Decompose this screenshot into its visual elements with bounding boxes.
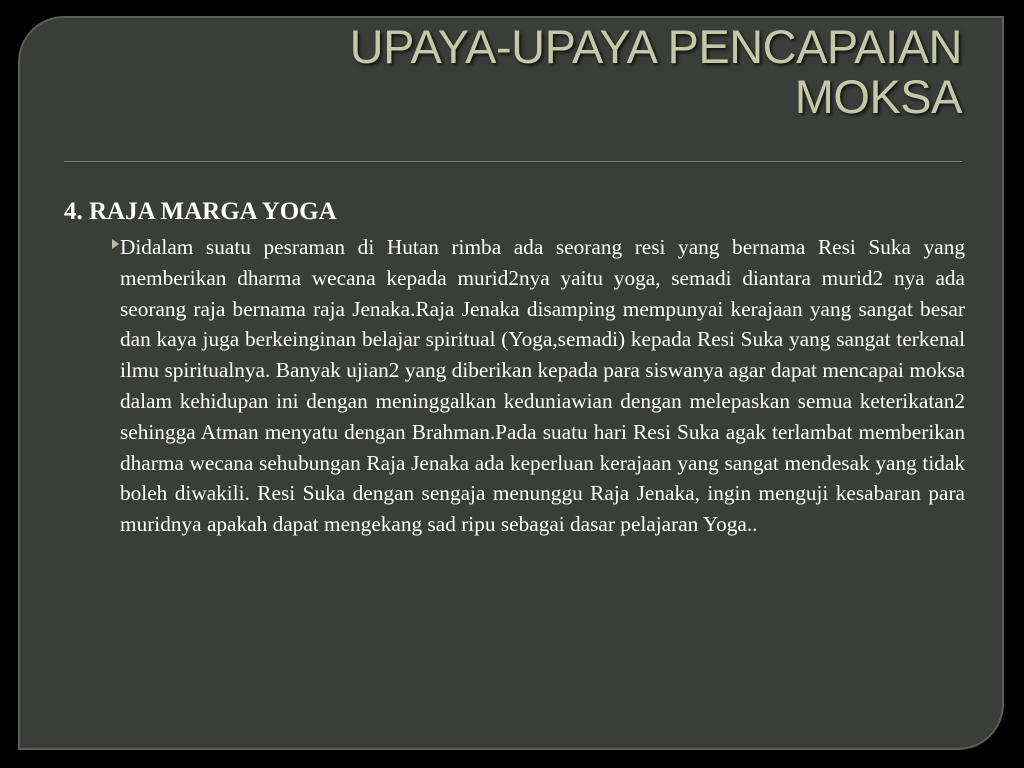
slide-title-line1: UPAYA-UPAYA PENCAPAIAN xyxy=(349,20,962,73)
slide-title xyxy=(142,22,962,122)
title-divider xyxy=(64,161,962,163)
section-heading: 4. RAJA MARGA YOGA xyxy=(64,198,337,225)
slide xyxy=(18,16,1004,750)
arrow-bullet-icon xyxy=(112,239,119,249)
slide-title-line2: MOKSA xyxy=(794,70,962,123)
bullet-item xyxy=(120,232,965,540)
bullet-paragraph: Didalam suatu pesraman di Hutan rimba ada seorang resi yang bernama Resi Suka yang memberikan dharma wecana kepada murid2nya yaitu yoga, semadi diantara murid2 nya ada seorang raja bernama raja Jenaka.Raja Jenaka disamping mempunyai kerajaan yang sangat besar dan kaya juga berkeinginan belajar spiritual (Yoga,semadi) kepada Resi Suka yang sangat terkenal ilmu spiritualnya. Banyak ujian2 yang diberikan kepada para siswanya agar dapat mencapai moksa dalam kehidupan ini dengan meninggalkan keduniawian dengan melepaskan semua keterikatan2 sehingga Atman menyatu dengan Brahman.Pada suatu hari Resi Suka agak terlambat memberikan dharma wecana sehubungan Raja Jenaka ada keperluan kerajaan yang sangat mendesak yang tidak boleh diwakili. Resi Suka dengan sengaja menunggu Raja Jenaka, ingin menguji kesabaran para muridnya apakah dapat mengekang sad ripu sebagai dasar pelajaran Yoga.. xyxy=(120,235,965,537)
slide-content xyxy=(64,196,964,540)
